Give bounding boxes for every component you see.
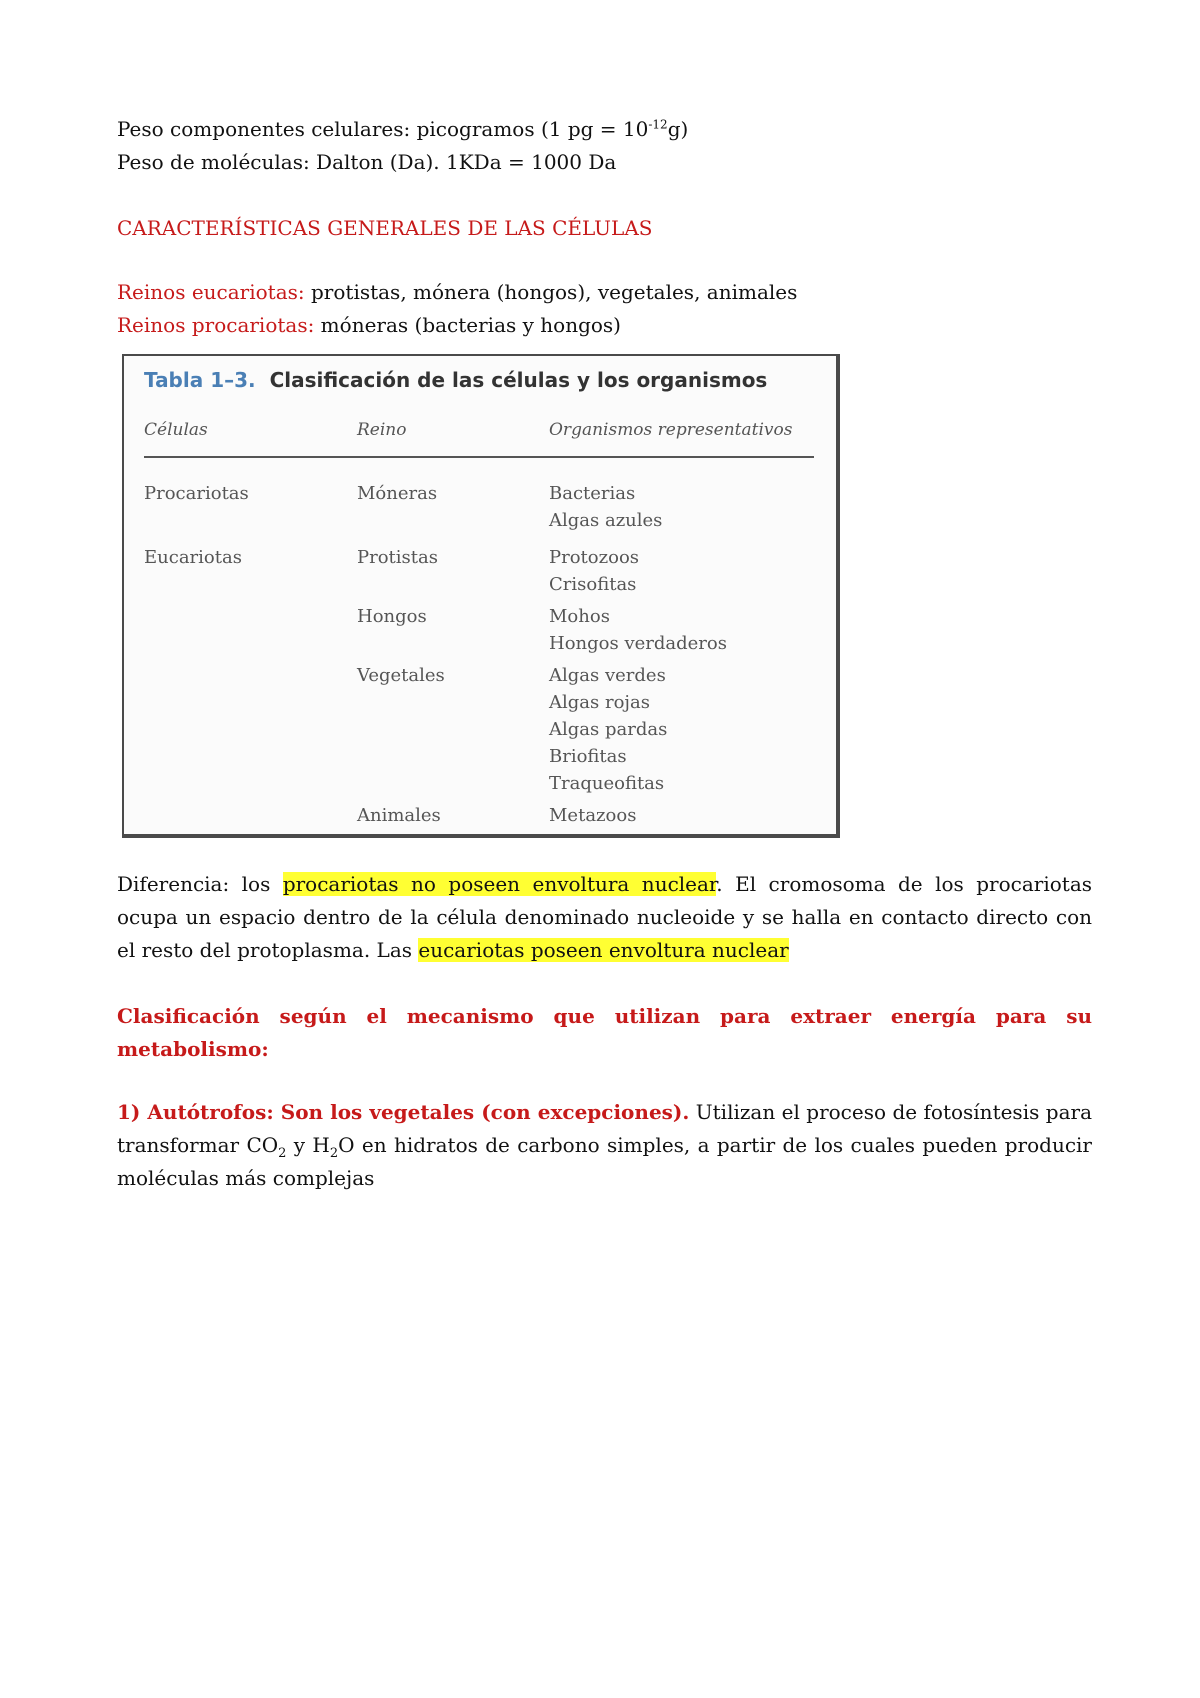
- table-cell-reino: Protistas: [357, 547, 438, 568]
- table-header-organismos: Organismos representativos: [549, 420, 793, 440]
- table-cell-organismo: Algas azules: [549, 510, 663, 531]
- table-cell-organismo: Algas pardas: [549, 719, 668, 740]
- label-eukaryote: Reinos eucariotas:: [117, 280, 305, 304]
- table-title: Tabla 1–3. Clasificación de las células y los organismos: [144, 368, 768, 392]
- kingdoms-prokaryote-line: Reinos procariotas: móneras (bacterias y hongos): [117, 313, 621, 337]
- autotrophs-label: 1) Autótrofos: Son los vegetales (con excepciones).: [117, 1100, 690, 1124]
- label-prokaryote: Reinos procariotas:: [117, 313, 315, 337]
- exponent: -12: [648, 117, 668, 132]
- table-cell-organismo: Algas verdes: [549, 665, 666, 686]
- section-heading: CARACTERÍSTICAS GENERALES DE LAS CÉLULAS: [117, 216, 653, 240]
- table-cell-celulas: Procariotas: [144, 483, 249, 504]
- table-cell-reino: Móneras: [357, 483, 438, 504]
- kingdoms-eukaryote-line: Reinos eucariotas: protistas, mónera (hongos), vegetales, animales: [117, 280, 798, 304]
- units-line-picogramos: Peso componentes celulares: picogramos (1 pg = $10^{-12}g$): [117, 117, 689, 141]
- highlight-eukaryote: eucariotas poseen envoltura nuclear: [418, 938, 789, 962]
- difference-paragraph: Diferencia: los procariotas no poseen envoltura nuclear. El cromosoma de los procariotas ocupa un espacio dentro de la célula denominado nucleoide y se halla en contacto directo con el resto del protoplasma. Las eucariotas poseen envoltura nuclear: [117, 872, 1092, 962]
- table-cell-organismo: Crisofitas: [549, 574, 637, 595]
- classification-heading: Clasificación según el mecanismo que utilizan para extraer energía para su metabolismo:: [117, 1004, 1092, 1061]
- table-cell-organismo: Briofitas: [549, 746, 627, 767]
- highlight-prokaryote: procariotas no poseen envoltura nuclear: [282, 872, 717, 896]
- table-cell-organismo: Traqueofitas: [549, 773, 665, 794]
- table-cell-reino: Vegetales: [357, 665, 445, 686]
- autotrophs-paragraph: 1) Autótrofos: Son los vegetales (con excepciones). Utilizan el proceso de fotosíntesis para transformar $CO_2$ y $H_2O$ en hidratos de carbono simples, a partir de los cuales pueden producir moléculas más complejas: [117, 1100, 1092, 1190]
- table-header-reino: Reino: [357, 420, 407, 440]
- table-cell-organismo: Metazoos: [549, 805, 637, 826]
- table-cell-organismo: Bacterias: [549, 483, 636, 504]
- table-cell-organismo: Algas rojas: [549, 692, 650, 713]
- table-cell-celulas: Eucariotas: [144, 547, 242, 568]
- units-line-dalton: Peso de moléculas: Dalton (Da). 1KDa = 1000 Da: [117, 150, 617, 174]
- table-header-rule: [144, 456, 814, 458]
- table-cell-organismo: Hongos verdaderos: [549, 633, 727, 654]
- table-header-celulas: Células: [144, 420, 208, 440]
- table-cell-reino: Animales: [357, 805, 441, 826]
- table-cell-organismo: Protozoos: [549, 547, 640, 568]
- table-cell-reino: Hongos: [357, 606, 427, 627]
- table-cell-organismo: Mohos: [549, 606, 610, 627]
- classification-table-image: [122, 354, 840, 838]
